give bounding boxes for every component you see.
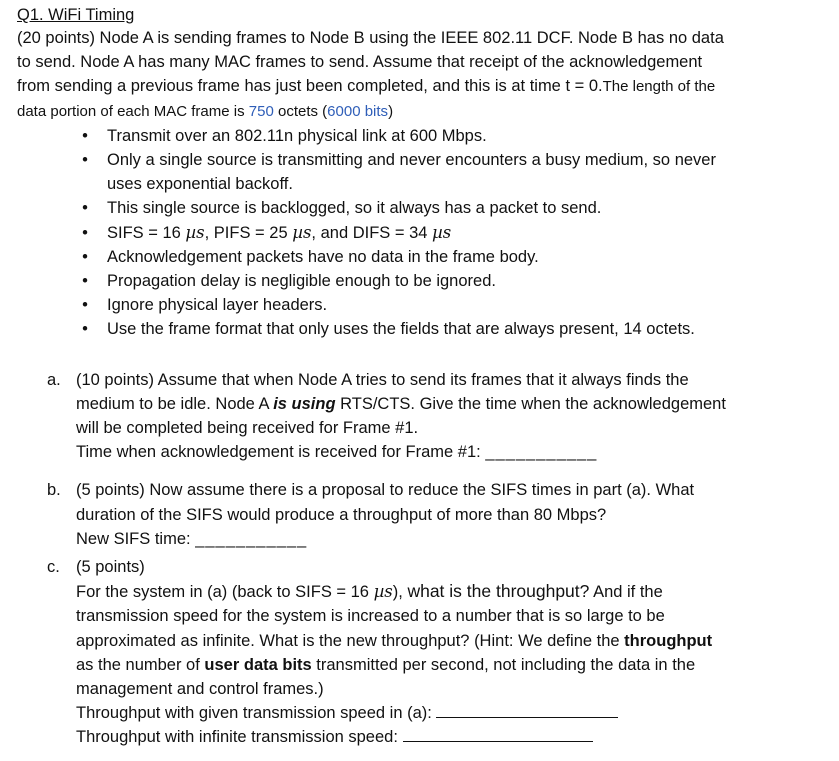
- list-item-text: Only a single source is transmitting and never encounters a busy medium, so never: [107, 151, 716, 170]
- sifs-label: SIFS = 16: [107, 223, 186, 242]
- part-c-line-2-end: And if the: [589, 583, 663, 602]
- question-document: [17, 4, 829, 750]
- list-item: [17, 269, 829, 293]
- sifs-unit: µs: [185, 222, 205, 242]
- list-item: [17, 293, 829, 317]
- part-c-answer-blank-1[interactable]: [436, 701, 618, 718]
- intro-line-4: [17, 100, 829, 124]
- part-b-line-1: (5 points) Now assume there is a proposal to reduce the SIFS times in part (a). What: [76, 481, 695, 500]
- part-c-answer-label-2: Throughput with infinite transmission speed:: [76, 728, 398, 747]
- part-c-line-2: [76, 579, 829, 604]
- part-c-throughput-term: throughput: [624, 631, 713, 650]
- part-a-line-2-text: medium to be idle. Node A: [76, 394, 274, 413]
- question-title: Q1. WiFi Timing: [17, 6, 135, 24]
- part-c-line-1: (5 points): [76, 558, 145, 577]
- part-c-question: what is the throughput?: [407, 581, 590, 602]
- part-a-answer-blank[interactable]: ___________: [485, 443, 598, 462]
- part-c-answer-label-1: Throughput with given transmission speed in (a):: [76, 704, 432, 723]
- question-intro: [17, 26, 829, 124]
- part-b-line-2: duration of the SIFS would produce a throughput of more than 80 Mbps?: [76, 505, 607, 524]
- part-c-line-5: [76, 653, 829, 677]
- octets-value: 750: [248, 102, 274, 120]
- bullet-icon: •: [82, 223, 88, 242]
- part-c: [17, 555, 829, 750]
- assumptions-list: [17, 124, 829, 342]
- intro-line-1: (20 points) Node A is sending frames to Node B using the IEEE 802.11 DCF. Node B has no data: [17, 29, 724, 47]
- bullet-icon: •: [82, 296, 88, 315]
- difs-unit: µs: [432, 222, 452, 242]
- part-a-emphasis: is using: [273, 394, 336, 413]
- intro-line-3: [17, 74, 829, 99]
- intro-line-3-text: from sending a previous frame has just been completed, and this is at time t = 0.: [17, 77, 603, 96]
- part-a-answer-label: Time when acknowledgement is received for Frame #1:: [76, 443, 481, 462]
- bits-value: 6000 bits: [327, 102, 389, 120]
- part-c-line-6: management and control frames.): [76, 680, 324, 699]
- list-item: [17, 124, 829, 148]
- list-item: [17, 221, 829, 245]
- list-item: [17, 196, 829, 220]
- list-item-text: Transmit over an 802.11n physical link at 600 Mbps.: [107, 126, 487, 145]
- bullet-icon: •: [82, 126, 88, 145]
- part-a-line-2-end: RTS/CTS. Give the time when the acknowledgement: [335, 394, 726, 413]
- part-c-unit: µs: [373, 582, 393, 602]
- part-b-answer-line: [76, 527, 829, 551]
- part-c-user-data-term: user data bits: [204, 655, 312, 674]
- list-item-text: Use the frame format that only uses the fields that are always present, 14 octets.: [107, 320, 695, 339]
- list-item-text: Acknowledgement packets have no data in the frame body.: [107, 247, 539, 266]
- difs-label: , and DIFS = 34: [311, 223, 433, 242]
- list-item-text: Ignore physical layer headers.: [107, 296, 328, 315]
- list-item-text: This single source is backlogged, so it always has a packet to send.: [107, 199, 602, 218]
- list-item: [17, 148, 829, 196]
- intro-line-4-end: ): [388, 102, 394, 120]
- part-c-line-5-text: as the number of: [76, 655, 205, 674]
- bullet-icon: •: [82, 272, 88, 291]
- part-b-answer-blank[interactable]: ___________: [195, 529, 308, 548]
- list-item-text-cont: uses exponential backoff.: [107, 175, 293, 194]
- list-item-text: Propagation delay is negligible enough to be ignored.: [107, 272, 496, 291]
- part-a-answer-line: [76, 440, 829, 464]
- list-item: [17, 245, 829, 269]
- intro-line-3-small: The length of the: [602, 78, 716, 96]
- bullet-icon: •: [82, 199, 88, 218]
- bullet-icon: •: [82, 151, 88, 170]
- part-c-line-3: transmission speed for the system is increased to a number that is so large to be: [76, 607, 665, 626]
- part-a-line-3: will be completed being received for Frame #1.: [76, 419, 419, 438]
- part-c-line-2-mid: ),: [392, 583, 408, 602]
- list-item: [17, 317, 829, 341]
- part-c-marker: c.: [47, 558, 60, 577]
- bullet-icon: •: [82, 320, 88, 339]
- part-c-answer-blank-2[interactable]: [403, 725, 593, 742]
- intro-line-2: to send. Node A has many MAC frames to send. Assume that receipt of the acknowledgement: [17, 53, 703, 72]
- intro-line-4-mid: octets (: [273, 102, 328, 120]
- intro-line-4-text: data portion of each MAC frame is: [17, 102, 249, 120]
- part-c-line-5-end: transmitted per second, not including the data in the: [311, 655, 696, 674]
- part-c-line-2-text: For the system in (a) (back to SIFS = 16: [76, 583, 374, 602]
- part-b: [17, 478, 829, 551]
- part-c-line-4: [76, 629, 829, 653]
- part-c-answer-line-1: [76, 701, 829, 725]
- part-a-line-1: (10 points) Assume that when Node A tries to send its frames that it always finds the: [76, 370, 689, 389]
- part-a-marker: a.: [47, 370, 61, 389]
- part-a-line-2: [76, 392, 829, 416]
- bullet-icon: •: [82, 247, 88, 266]
- question-parts: [17, 368, 829, 750]
- pifs-unit: µs: [292, 222, 312, 242]
- part-c-answer-line-2: [76, 725, 829, 749]
- part-c-line-4-text: approximated as infinite. What is the new throughput? (Hint: We define the: [76, 631, 625, 650]
- pifs-label: , PIFS = 25: [204, 223, 293, 242]
- part-b-answer-label: New SIFS time:: [76, 529, 191, 548]
- part-a: [17, 368, 829, 465]
- part-b-marker: b.: [47, 481, 61, 500]
